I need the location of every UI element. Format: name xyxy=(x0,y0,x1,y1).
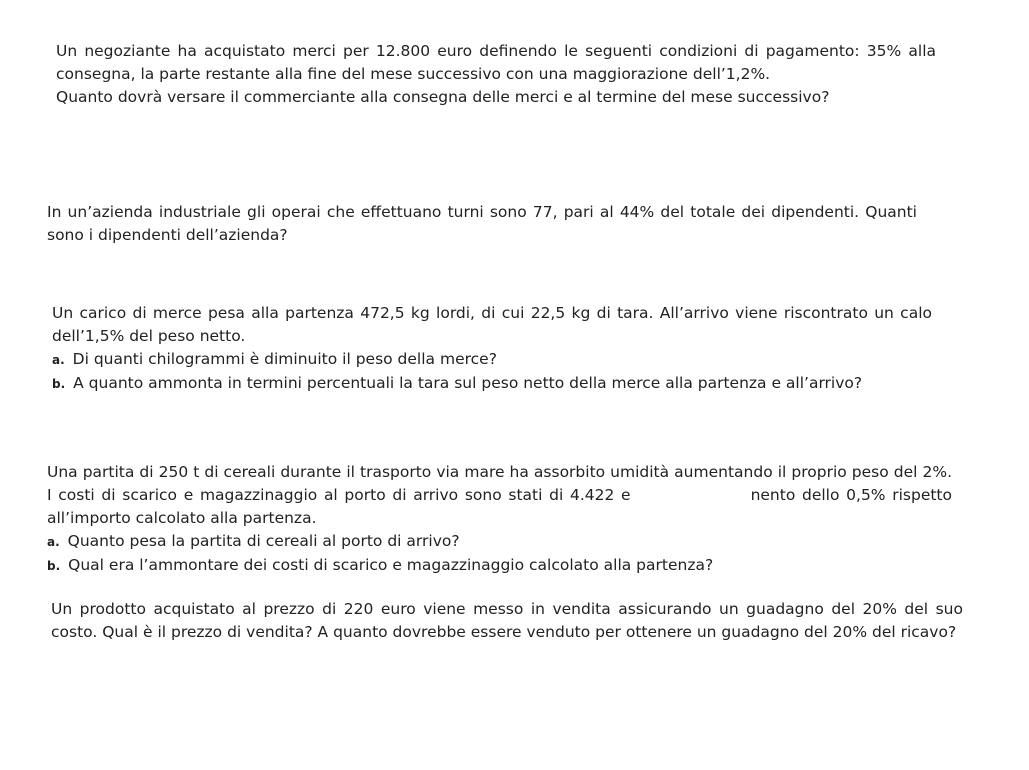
item-text: Di quanti chilogrammi è diminuito il peso della merce? xyxy=(72,350,497,368)
problem-3-item-b xyxy=(52,372,932,396)
problem-4-item-b xyxy=(47,554,952,578)
problem-5-text: Un prodotto acquistato al prezzo di 220 euro viene messo in vendita assicurando un guadagno del 20% del suo costo. Qual è il prezzo di vendita? A quanto dovrebbe essere venduto per ottenere un guadagno del 20% del ricavo? xyxy=(51,600,963,641)
problem-3-item-a xyxy=(52,348,932,372)
problem-3 xyxy=(52,302,932,396)
problem-1 xyxy=(56,40,936,109)
item-letter: b. xyxy=(52,377,66,391)
problem-4-text-part2: nento dello 0,5% rispetto all’importo calcolato alla partenza. xyxy=(47,486,952,527)
item-letter: a. xyxy=(52,353,65,367)
problem-1-text: Un negoziante ha acquistato merci per 12.800 euro definendo le seguenti condizioni di pagamento: 35% alla consegna, la parte restante alla fine del mese successivo con una maggiorazione dell’1,2%. xyxy=(56,42,936,83)
problem-1-question: Quanto dovrà versare il commerciante alla consegna delle merci e al termine del mese successivo? xyxy=(56,88,830,106)
problem-4-text-part1: Una partita di 250 t di cereali durante il trasporto via mare ha assorbito umidità aumentando il proprio peso del 2%. I costi di scarico e magazzinaggio al porto di arrivo sono stati di 4.422 e xyxy=(47,463,952,504)
item-text: Quanto pesa la partita di cereali al porto di arrivo? xyxy=(67,532,460,550)
problem-2 xyxy=(47,201,917,247)
item-letter: a. xyxy=(47,535,60,549)
item-text: A quanto ammonta in termini percentuali la tara sul peso netto della merce alla partenza e all’arrivo? xyxy=(73,374,863,392)
problem-3-text: Un carico di merce pesa alla partenza 472,5 kg lordi, di cui 22,5 kg di tara. All’arrivo viene riscontrato un calo dell’1,5% del peso netto. xyxy=(52,304,932,345)
problem-4-text xyxy=(47,461,952,530)
item-letter: b. xyxy=(47,559,61,573)
problem-4-item-a xyxy=(47,530,952,554)
item-text: Qual era l’ammontare dei costi di scarico e magazzinaggio calcolato alla partenza? xyxy=(68,556,714,574)
problem-5 xyxy=(51,598,963,644)
problem-2-text: In un’azienda industriale gli operai che effettuano turni sono 77, pari al 44% del totale dei dipendenti. Quanti sono i dipendenti dell’azienda? xyxy=(47,203,917,244)
problem-4 xyxy=(47,461,952,578)
